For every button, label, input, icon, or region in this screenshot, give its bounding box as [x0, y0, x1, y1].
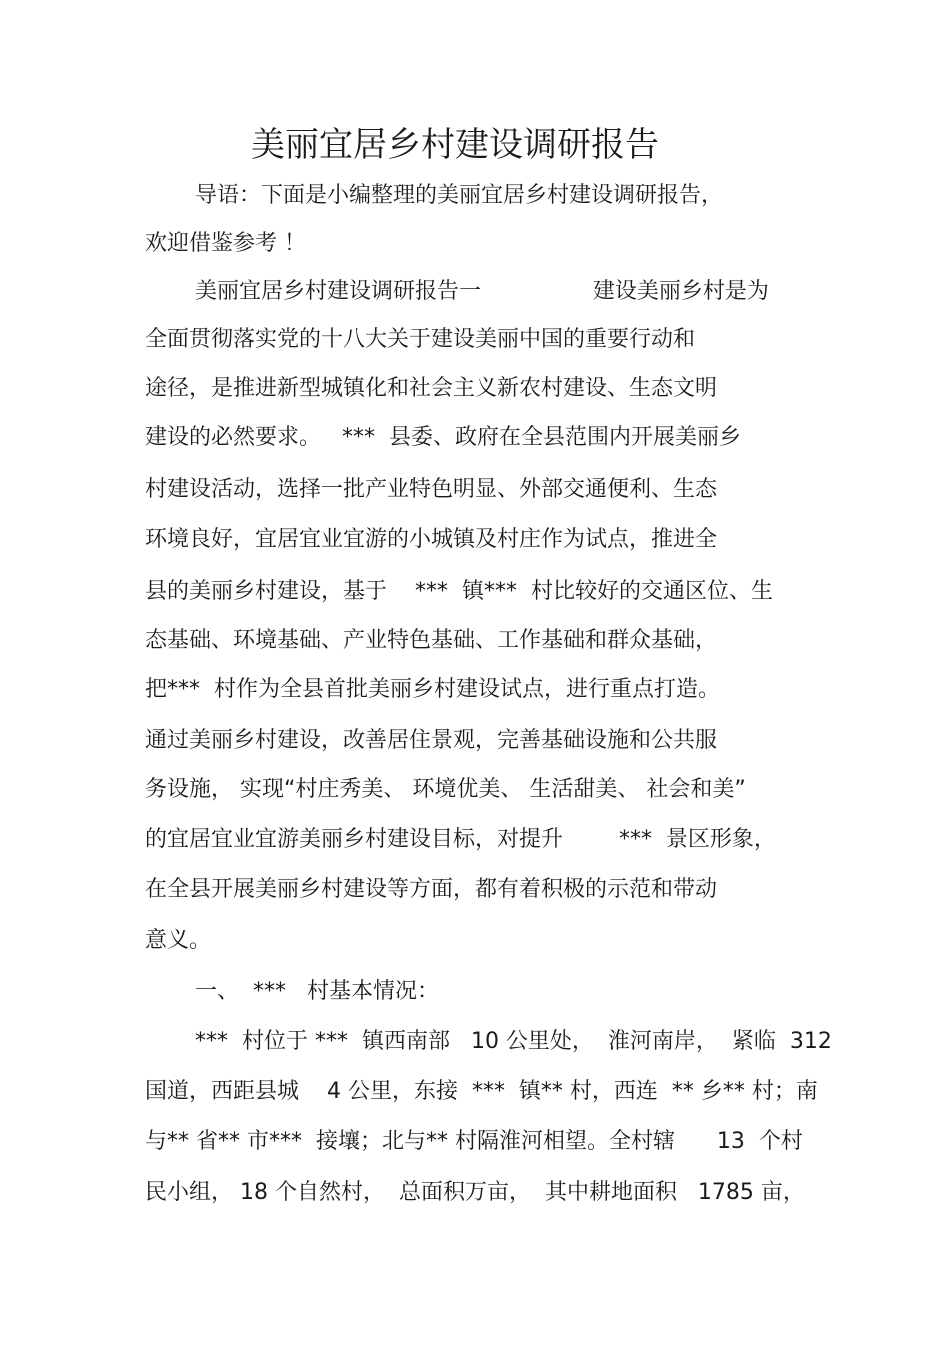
intro-line-2: 欢迎借鉴参考 ！ [145, 231, 306, 256]
paragraph-line: 国道，西距县城 4 公里，东接 *** 镇** 村，西连 ** 乡** 村；南 [145, 1079, 818, 1104]
paragraph-line: 在全县开展美丽乡村建设等方面，都有着积极的示范和带动 [145, 877, 718, 902]
intro-line-1: 导语：下面是小编整理的美丽宜居乡村建设调研报告， [195, 183, 724, 208]
paragraph-line: 意义。 [145, 928, 212, 953]
document-title: 美丽宜居乡村建设调研报告 [251, 125, 659, 165]
paragraph-line: 县的美丽乡村建设，基于 *** 镇*** 村比较好的交通区位、生 [145, 579, 773, 604]
section-heading: 一、 *** 村基本情况： [195, 979, 439, 1004]
paragraph-line: 把*** 村作为全县首批美丽乡村建设试点，进行重点打造。 [145, 677, 720, 702]
paragraph-line: *** 村位于 *** 镇西南部 10 公里处， 淮河南岸， 紧临 312 [195, 1029, 832, 1054]
paragraph-line: 途径，是推进新型城镇化和社会主义新农村建设、生态文明 [145, 376, 718, 401]
paragraph-line: 村建设活动，选择一批产业特色明显、外部交通便利、生态 [145, 477, 718, 502]
paragraph-line: 的宜居宜业宜游美丽乡村建设目标，对提升 *** 景区形象， [145, 827, 776, 852]
paragraph-line: 态基础、环境基础、产业特色基础、工作基础和群众基础， [145, 628, 718, 653]
paragraph-line: 美丽宜居乡村建设调研报告一 建设美丽乡村是为 [195, 279, 769, 304]
paragraph-line: 建设的必然要求。 *** 县委、政府在全县范围内开展美丽乡 [145, 425, 741, 450]
paragraph-line: 环境良好，宜居宜业宜游的小城镇及村庄作为试点，推进全 [145, 527, 718, 552]
paragraph-line: 务设施， 实现“村庄秀美、 环境优美、 生活甜美、 社会和美” [145, 777, 746, 802]
paragraph-line: 与** 省** 市*** 接壤；北与** 村隔淮河相望。全村辖 13 个村 [145, 1129, 803, 1154]
paragraph-line: 全面贯彻落实党的十八大关于建设美丽中国的重要行动和 [145, 327, 696, 352]
paragraph-line: 通过美丽乡村建设，改善居住景观，完善基础设施和公共服 [145, 728, 718, 753]
paragraph-line: 民小组， 18 个自然村， 总面积万亩， 其中耕地面积 1785 亩， [145, 1180, 805, 1205]
